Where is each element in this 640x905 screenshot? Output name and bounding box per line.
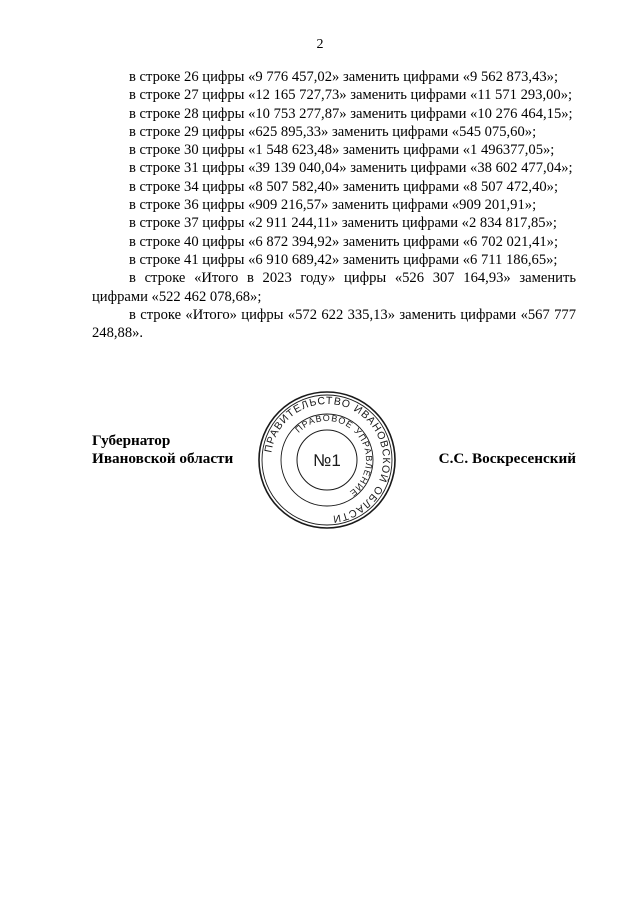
- amendment-line: в строке 34 цифры «8 507 582,40» заменить цифрами «8 507 472,40»;: [129, 178, 559, 195]
- amendment-line: в строке «Итого в 2023 году» цифры «526 307 164,93» заменить цифрами «522 462 078,68»;: [92, 270, 576, 305]
- amendment-line: в строке 41 цифры «6 910 689,42» заменить цифрами «6 711 186,65»;: [129, 251, 558, 268]
- amendment-line: в строке 37 цифры «2 911 244,11» заменить цифрами «2 834 817,85»;: [129, 215, 557, 232]
- amendment-line: в строке 36 цифры «909 216,57» заменить цифрами «909 201,91»;: [129, 197, 537, 214]
- amendments-list: [92, 68, 576, 342]
- amendment-line: в строке 40 цифры «6 872 394,92» заменить цифрами «6 702 021,41»;: [129, 233, 559, 250]
- signer-name: С.С. Воскресенский: [438, 450, 576, 467]
- amendment-line: в строке 26 цифры «9 776 457,02» заменить цифрами «9 562 873,43»;: [129, 69, 559, 85]
- signer-title: [92, 432, 233, 468]
- amendment-line: в строке 30 цифры «1 548 623,48» заменить цифрами «1 496377,05»;: [129, 142, 555, 159]
- signer-title-line: Губернатор: [92, 432, 171, 449]
- amendment-line: в строке 27 цифры «12 165 727,73» заменить цифрами «11 571 293,00»;: [129, 87, 573, 104]
- seal-number: №1: [313, 451, 341, 470]
- seal-outer-text: ПРАВИТЕЛЬСТВО ИВАНОВСКОЙ ОБЛАСТИ: [262, 394, 393, 525]
- signer-title-line: Ивановской области: [92, 450, 234, 467]
- page-number: 2: [316, 37, 324, 52]
- seal-inner-text: ПРАВОВОЕ УПРАВЛЕНИЕ: [293, 412, 375, 499]
- amendment-line: в строке «Итого» цифры «572 622 335,13» заменить цифрами «567 777 248,88».: [92, 306, 576, 342]
- amendment-line: в строке 31 цифры «39 139 040,04» заменить цифрами «38 602 477,04»;: [129, 160, 573, 177]
- amendment-line: в строке 28 цифры «10 753 277,87» заменить цифрами «10 276 464,15»;: [129, 105, 573, 122]
- amendment-line: в строке 29 цифры «625 895,33» заменить цифрами «545 075,60»;: [129, 123, 537, 140]
- official-seal: [257, 390, 397, 530]
